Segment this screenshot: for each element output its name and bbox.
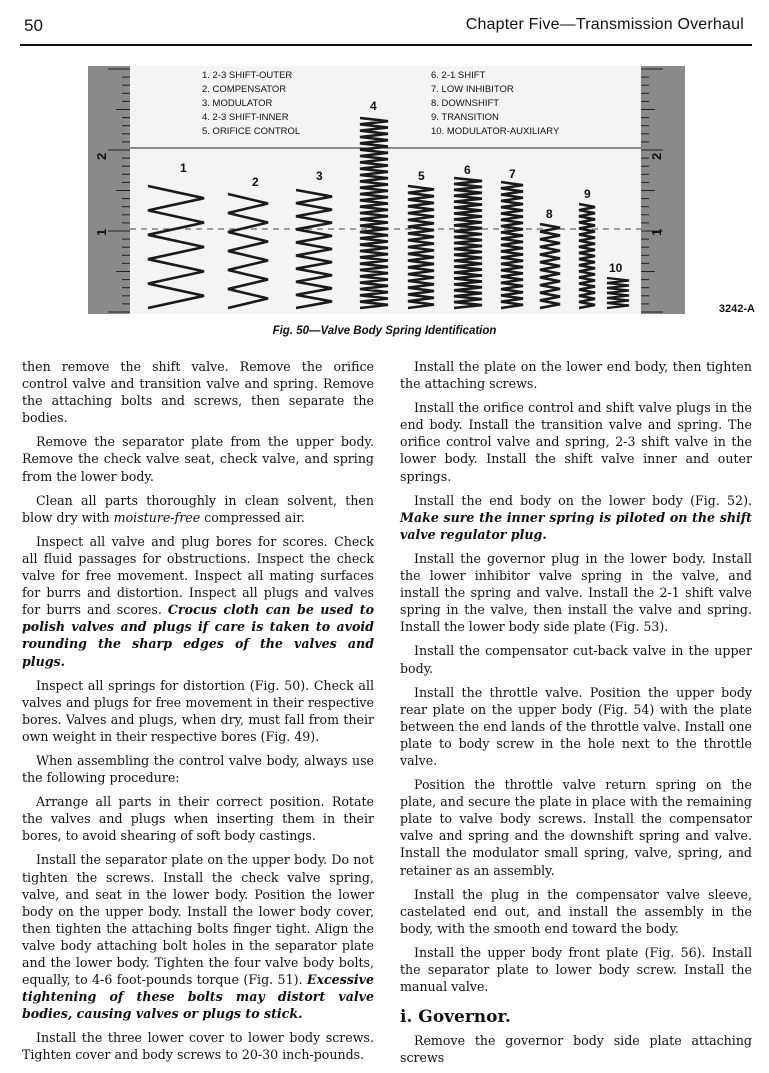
legend-item-2: 2. COMPENSATOR bbox=[202, 84, 287, 95]
left-column bbox=[22, 358, 374, 1071]
spring-label-7: 7 bbox=[509, 167, 516, 181]
left-ruler-label-2: 2 bbox=[94, 152, 109, 160]
paragraph: Clean all parts thoroughly in clean solvent, then blow dry with moisture-free compressed air. bbox=[22, 492, 374, 525]
spring-8 bbox=[540, 224, 560, 308]
legend-item-9: 9. TRANSITION bbox=[431, 112, 499, 123]
spring-label-10: 10 bbox=[609, 261, 623, 275]
paragraph: Install the governor plug in the lower body. Install the lower inhibitor valve spring in the valve, and install the spring and valve. Install the 2-1 shift valve spring in the valve, then install the valve and spring. Install the lower body side plate (Fig. 53). bbox=[400, 550, 752, 635]
spring-5 bbox=[408, 186, 434, 308]
paragraph: Install the separator plate on the upper body. Do not tighten the screws. Install the check valve spring, valve, and seat in the lower body. Position the lower body on the upper body. Install the lower body cover, then tighten the attaching bolts finger tight. Align the valve body attaching bolt holes in the separator plate and the lower body. Tighten the four valve body bolts, equally, to 4-6 foot-pounds torque (Fig. 51). Excessive tightening of these bolts may distort valve bodies, causing valves or plugs to stick. bbox=[22, 852, 374, 1022]
right-ruler-label-1: 1 bbox=[649, 228, 664, 236]
spring-label-6: 6 bbox=[464, 163, 471, 177]
legend-item-7: 7. LOW INHIBITOR bbox=[431, 84, 514, 95]
spring-label-5: 5 bbox=[418, 169, 425, 183]
legend-item-3: 3. MODULATOR bbox=[202, 98, 273, 109]
spring-3 bbox=[296, 190, 332, 308]
paragraph: Inspect all springs for distortion (Fig. 50). Check all valves and plugs for free movement in their respective bores. Valves and plugs, when dry, must fall from their own weight in their respective bores (Fig. 49). bbox=[22, 677, 374, 744]
figure-code: 3242-A bbox=[718, 303, 755, 315]
paragraph: Remove the separator plate from the upper body. Remove the check valve seat, check valve, and spring from the lower body. bbox=[22, 434, 374, 484]
paragraph: Install the plate on the lower end body, then tighten the attaching screws. bbox=[400, 359, 752, 392]
paragraph: Position the throttle valve return spring on the plate, and secure the plate in place with the remaining plate to valve body screws. Install the compensator valve and spring and the downshift spring and valve. Install the modulator small spring, valve, spring, and retainer as an assembly. bbox=[400, 777, 752, 878]
paragraph: Remove the governor body side plate attaching screws bbox=[400, 1033, 752, 1066]
spring-label-3: 3 bbox=[316, 169, 323, 183]
spring-label-4: 4 bbox=[370, 99, 377, 113]
spring-label-1: 1 bbox=[180, 161, 187, 175]
paragraph: Install the throttle valve. Position the upper body rear plate on the upper body (Fig. 54) with the plate between the end lands of the throttle valve. Install one plate to body screw in the hole next to the throttle valve. bbox=[400, 684, 752, 768]
spring-7 bbox=[501, 182, 523, 308]
spring-9 bbox=[579, 204, 595, 308]
spring-6 bbox=[454, 178, 482, 308]
spring-1 bbox=[148, 186, 204, 308]
section-heading-governor: i. Governor. bbox=[400, 1007, 511, 1028]
spring-identification-figure bbox=[88, 66, 685, 314]
legend-item-5: 5. ORIFICE CONTROL bbox=[202, 126, 301, 137]
legend-item-1: 1. 2-3 SHIFT-OUTER bbox=[202, 70, 293, 81]
right-ruler-label-2: 2 bbox=[649, 152, 664, 160]
figure-caption: Fig. 50—Valve Body Spring Identification bbox=[272, 325, 497, 337]
paragraph: Install the end body on the lower body (Fig. 52). Make sure the inner spring is piloted on the shift valve regulator plug. bbox=[400, 492, 752, 542]
spring-4 bbox=[360, 118, 388, 308]
legend-item-8: 8. DOWNSHIFT bbox=[431, 98, 500, 109]
spring-label-2: 2 bbox=[252, 175, 259, 189]
spring-photo bbox=[88, 66, 685, 314]
paragraph: Install the compensator cut-back valve in the upper body. bbox=[400, 643, 752, 676]
right-column bbox=[400, 358, 752, 1073]
left-ruler-label-1: 1 bbox=[94, 228, 109, 236]
page-header bbox=[20, 14, 752, 46]
spring-label-8: 8 bbox=[546, 207, 553, 221]
legend-item-4: 4. 2-3 SHIFT-INNER bbox=[202, 112, 289, 123]
paragraph: Install the three lower cover to lower body screws. Tighten cover and body screws to 20-30 inch-pounds. bbox=[22, 1030, 374, 1063]
paragraph: then remove the shift valve. Remove the orifice control valve and transition valve and spring. Remove the attaching bolts and screws, then separate the bodies. bbox=[22, 359, 374, 426]
legend-item-6: 6. 2-1 SHIFT bbox=[431, 70, 486, 81]
paragraph: Arrange all parts in their correct position. Rotate the valves and plugs when inserting them in their bores, to avoid shearing of soft body castings. bbox=[22, 794, 374, 844]
paragraph: Install the orifice control and shift valve plugs in the end body. Install the transition valve and spring. The orifice control valve and spring, 2-3 shift valve in the lower body. Install the shift valve inner and outer springs. bbox=[400, 400, 752, 484]
spring-2 bbox=[228, 194, 268, 308]
chapter-title: Chapter Five—Transmission Overhaul bbox=[465, 16, 744, 33]
paragraph: Install the plug in the compensator valve sleeve, castelated end out, and install the assembly in the body, with the smooth end toward the body. bbox=[400, 886, 752, 936]
paragraph: Install the upper body front plate (Fig. 56). Install the separator plate to lower body screw. Install the manual valve. bbox=[400, 944, 752, 995]
legend-item-10: 10. MODULATOR-AUXILIARY bbox=[431, 126, 560, 137]
page-number: 50 bbox=[24, 16, 43, 35]
spring-label-9: 9 bbox=[584, 187, 591, 201]
paragraph: Inspect all valve and plug bores for scores. Check all fluid passages for obstructions. Inspect the check valve for free movement. Inspect all mating surfaces for burrs and distortion. Inspect all plugs and valves for burrs and scores. Crocus cloth can be used to polish valves and plugs if care is taken to avoid rounding the sharp edges of the valves and plugs. bbox=[22, 533, 374, 669]
spring-10 bbox=[607, 278, 629, 308]
paragraph: When assembling the control valve body, always use the following procedure: bbox=[22, 752, 374, 786]
